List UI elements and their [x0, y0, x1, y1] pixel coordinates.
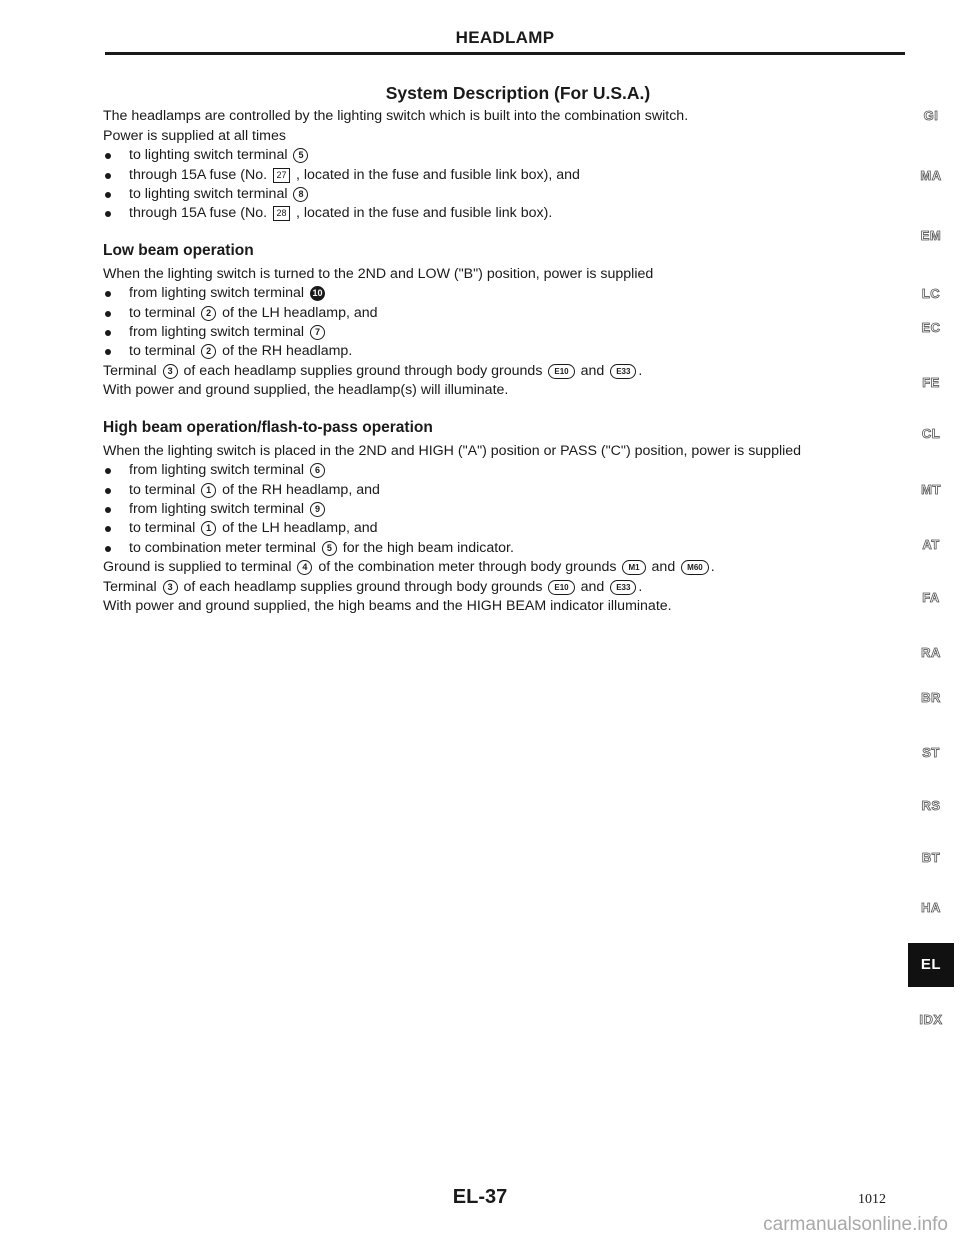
tab-mt[interactable]: MT: [921, 482, 941, 497]
high-beam-line-1: When the lighting switch is placed in the 2ND and HIGH ("A") position or PASS ("C") position, power is supplied: [103, 442, 802, 459]
intro-bullet-2: through 15A fuse (No. 27 , located in the fuse and fusible link box), and: [103, 166, 903, 185]
ground-connector-icon: M60: [681, 560, 709, 575]
ground-connector-icon: E10: [548, 364, 574, 379]
intro-paragraph: [103, 107, 903, 223]
low-beam-paragraph: [103, 265, 903, 401]
watermark: carmanualsonline.info: [763, 1214, 948, 1235]
low-beam-bullet-4: to terminal 2 of the RH headlamp.: [103, 342, 903, 361]
tab-br[interactable]: BR: [921, 690, 941, 705]
fuse-marker: 27: [273, 168, 290, 183]
low-beam-ground-line: Terminal 3 of each headlamp supplies ground through body grounds E10 and E33 .: [103, 362, 643, 379]
terminal-marker: 8: [293, 187, 308, 202]
ground-connector-icon: E10: [548, 580, 574, 595]
high-beam-heading: High beam operation/flash-to-pass operation: [103, 418, 433, 436]
tab-el[interactable]: EL: [908, 943, 954, 987]
tab-gi[interactable]: GI: [923, 108, 939, 123]
terminal-marker: 2: [201, 306, 216, 321]
terminal-marker: 1: [201, 521, 216, 536]
high-beam-last-line: With power and ground supplied, the high beams and the HIGH BEAM indicator illuminate.: [103, 597, 672, 614]
tab-fa[interactable]: FA: [922, 590, 940, 605]
tab-ha[interactable]: HA: [921, 900, 941, 915]
section-title: System Description (For U.S.A.): [385, 83, 651, 103]
tab-lc[interactable]: LC: [921, 286, 941, 301]
tab-ra[interactable]: RA: [921, 645, 941, 660]
terminal-marker: 5: [293, 148, 308, 163]
terminal-marker: 4: [297, 560, 312, 575]
terminal-marker: 1: [201, 483, 216, 498]
high-beam-terminal-line: Terminal 3 of each headlamp supplies ground through body grounds E10 and E33 .: [103, 578, 643, 595]
terminal-marker: 2: [201, 344, 216, 359]
intro-bullet-1: to lighting switch terminal 5: [103, 146, 903, 165]
tab-st[interactable]: ST: [922, 745, 940, 760]
ground-connector-icon: E33: [610, 580, 636, 595]
page-header-title: HEADLAMP: [455, 28, 555, 47]
footer-page-number: 1012: [858, 1192, 886, 1207]
tab-fe[interactable]: FE: [922, 375, 940, 390]
high-beam-bullet-1: from lighting switch terminal 6: [103, 461, 903, 480]
high-beam-ground-line: Ground is supplied to terminal 4 of the combination meter through body grounds M1 and M60 .: [103, 559, 715, 576]
low-beam-last-line: With power and ground supplied, the headlamp(s) will illuminate.: [103, 382, 509, 399]
intro-line-1: The headlamps are controlled by the lighting switch which is built into the combination switch.: [103, 108, 689, 125]
high-beam-bullet-5: to combination meter terminal 5 for the high beam indicator.: [103, 539, 903, 558]
low-beam-bullet-3: from lighting switch terminal 7: [103, 323, 903, 342]
high-beam-bullet-4: to terminal 1 of the LH headlamp, and: [103, 519, 903, 538]
tab-idx[interactable]: IDX: [919, 1012, 943, 1027]
ground-connector-icon: E33: [610, 364, 636, 379]
fuse-marker: 28: [273, 206, 290, 221]
terminal-marker: 3: [163, 580, 178, 595]
high-beam-bullet-3: from lighting switch terminal 9: [103, 500, 903, 519]
tab-at[interactable]: AT: [922, 537, 940, 552]
tab-ec[interactable]: EC: [921, 320, 941, 335]
high-beam-paragraph: [103, 442, 903, 617]
tab-cl[interactable]: CL: [921, 426, 941, 441]
terminal-marker: 7: [310, 325, 325, 340]
ground-connector-icon: M1: [622, 560, 645, 575]
terminal-marker: 3: [163, 364, 178, 379]
high-beam-bullet-2: to terminal 1 of the RH headlamp, and: [103, 481, 903, 500]
low-beam-bullet-1: from lighting switch terminal 10: [103, 284, 903, 303]
tab-rs[interactable]: RS: [921, 798, 941, 813]
footer-section-code: EL-37: [452, 1186, 508, 1208]
intro-bullet-4: through 15A fuse (No. 28 , located in the fuse and fusible link box).: [103, 204, 903, 223]
tab-bt[interactable]: BT: [921, 850, 941, 865]
terminal-marker: 5: [322, 541, 337, 556]
intro-line-2: Power is supplied at all times: [103, 127, 286, 144]
low-beam-heading: Low beam operation: [103, 241, 254, 259]
tab-ma[interactable]: MA: [920, 168, 942, 183]
low-beam-line-1: When the lighting switch is turned to the 2ND and LOW ("B") position, power is supplied: [103, 265, 654, 282]
terminal-marker: 6: [310, 463, 325, 478]
section-index-tabs: [905, 0, 960, 1242]
document-body: [103, 84, 903, 616]
intro-bullet-3: to lighting switch terminal 8: [103, 185, 903, 204]
low-beam-bullet-2: to terminal 2 of the LH headlamp, and: [103, 304, 903, 323]
terminal-marker: 10: [310, 286, 325, 301]
header-rule: [105, 52, 905, 55]
terminal-marker: 9: [310, 502, 325, 517]
tab-em[interactable]: EM: [920, 228, 942, 243]
